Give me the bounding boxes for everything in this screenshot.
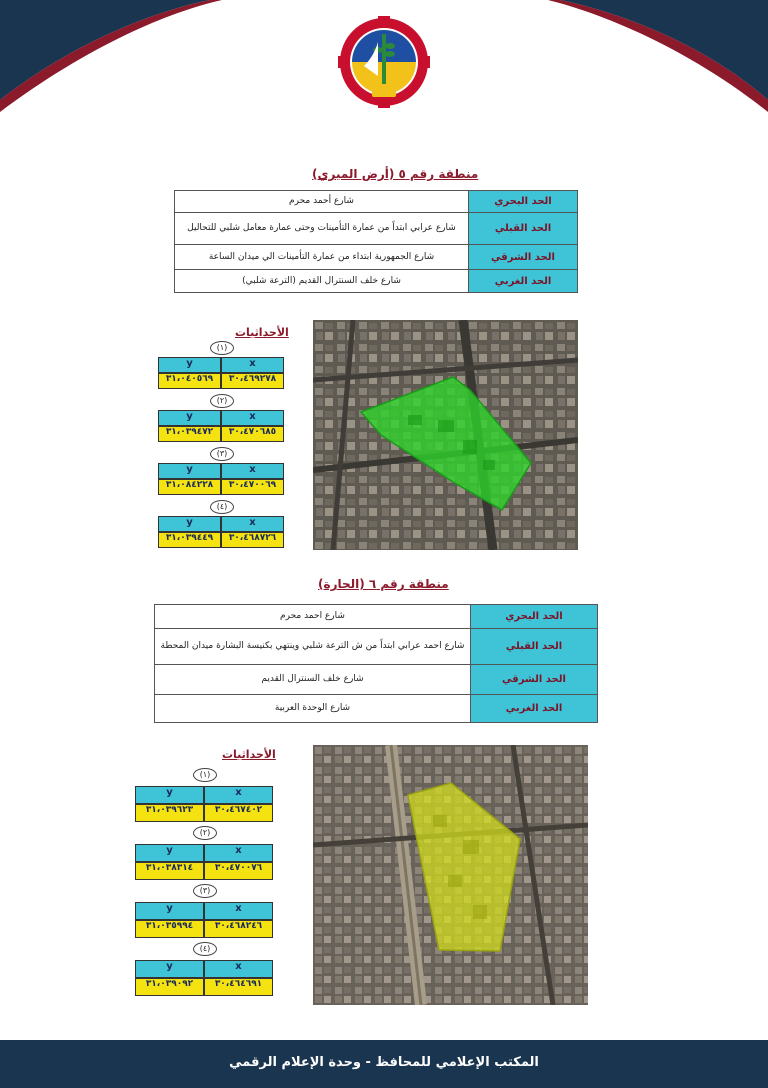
coordinate-point xyxy=(158,447,284,497)
boundary-label: الحد الغربي xyxy=(471,695,598,723)
y-value: ٣١،٠٨٤٢٢٨ xyxy=(158,479,221,495)
table-row xyxy=(175,245,578,270)
point-number: (٣) xyxy=(210,447,234,461)
footer-bar xyxy=(0,1040,768,1088)
boundary-label: الحد الشرقي xyxy=(471,665,598,695)
y-header: y xyxy=(158,357,221,373)
coordinate-header-row xyxy=(135,960,273,978)
point-number: (٤) xyxy=(193,942,217,956)
footer-text: المكتب الإعلامي للمحافظ - وحدة الإعلام الرقمي xyxy=(229,1055,539,1070)
coordinate-point xyxy=(135,768,273,824)
governorate-logo-icon xyxy=(338,16,430,108)
y-value: ٣١،٠٣٩٦٢٣ xyxy=(135,804,204,822)
coordinate-header-row xyxy=(135,844,273,862)
coordinate-point xyxy=(135,884,273,940)
y-header: y xyxy=(135,960,204,978)
y-value: ٣١،٠٣٩٤٤٩ xyxy=(158,532,221,548)
table-row xyxy=(175,270,578,293)
boundary-value: شارع أحمد محرم xyxy=(175,191,469,213)
y-value: ٣١،٠٣٩٠٩٢ xyxy=(135,978,204,996)
y-header: y xyxy=(158,516,221,532)
coordinate-header-row xyxy=(158,410,284,426)
y-header: y xyxy=(158,463,221,479)
x-header: x xyxy=(221,410,284,426)
coordinate-value-row xyxy=(135,804,273,822)
section-a-satellite-map xyxy=(313,320,578,550)
x-value: ٣٠،٤٦٨٧٢٦ xyxy=(221,532,284,548)
section-a-boundaries-table xyxy=(174,190,578,293)
x-header: x xyxy=(204,902,273,920)
boundary-value: شارع الجمهورية ابتداء من عمارة التأمينات الي ميدان الساعة xyxy=(175,245,469,270)
section-b-boundaries-table xyxy=(154,604,598,723)
coordinate-value-row xyxy=(135,920,273,938)
y-header: y xyxy=(135,902,204,920)
y-header: y xyxy=(135,844,204,862)
coordinate-point xyxy=(158,500,284,550)
coordinate-value-row xyxy=(135,862,273,880)
table-row xyxy=(175,191,578,213)
point-number: (١) xyxy=(193,768,217,782)
coordinate-header-row xyxy=(135,786,273,804)
boundary-label: الحد الشرقي xyxy=(469,245,578,270)
coordinate-value-row xyxy=(158,532,284,548)
table-row xyxy=(155,605,598,629)
section-b-coords-title: الأحداثيات xyxy=(222,748,276,761)
x-value: ٣٠،٤٦٩٢٧٨ xyxy=(221,373,284,389)
point-number: (٢) xyxy=(193,826,217,840)
point-number: (٢) xyxy=(210,394,234,408)
coordinate-header-row xyxy=(135,902,273,920)
boundary-label: الحد القبلي xyxy=(471,629,598,665)
x-header: x xyxy=(204,844,273,862)
section-b-satellite-map xyxy=(313,745,588,1005)
coordinate-header-row xyxy=(158,516,284,532)
point-number: (١) xyxy=(210,341,234,355)
table-row xyxy=(175,213,578,245)
coordinate-value-row xyxy=(158,373,284,389)
coordinate-value-row xyxy=(158,479,284,495)
table-row xyxy=(155,695,598,723)
coordinate-value-row xyxy=(158,426,284,442)
coordinate-point xyxy=(158,394,284,444)
x-value: ٣٠،٤٦٧٤٠٢ xyxy=(204,804,273,822)
y-value: ٣١،٠٣٨٣١٤ xyxy=(135,862,204,880)
point-number: (٤) xyxy=(210,500,234,514)
coordinate-point xyxy=(158,341,284,391)
y-value: ٣١،٠٣٩٤٧٢ xyxy=(158,426,221,442)
coordinate-point xyxy=(135,826,273,882)
point-number: (٣) xyxy=(193,884,217,898)
boundary-label: الحد البحري xyxy=(469,191,578,213)
boundary-label: الحد الغربي xyxy=(469,270,578,293)
y-header: y xyxy=(158,410,221,426)
x-value: ٣٠،٤٧٠٠٧٦ xyxy=(204,862,273,880)
x-value: ٣٠،٤٦٨٢٤٦ xyxy=(204,920,273,938)
x-value: ٣٠،٤٧٠٠٦٩ xyxy=(221,479,284,495)
section-b-title: منطقة رقم ٦ (الحارة) xyxy=(318,577,449,591)
boundary-value: شارع عرابي ابتداً من عمارة التأمينات وحتى عمارة معامل شلبي للتحاليل xyxy=(175,213,469,245)
x-header: x xyxy=(221,463,284,479)
x-value: ٣٠،٤٦٤٦٩١ xyxy=(204,978,273,996)
table-row xyxy=(155,665,598,695)
section-a-title: منطقة رقم ٥ (أرض الميري) xyxy=(312,167,479,181)
table-row xyxy=(155,629,598,665)
x-value: ٣٠،٤٧٠٦٨٥ xyxy=(221,426,284,442)
boundary-value: شارع خلف السنترال القديم (الترعة شلبي) xyxy=(175,270,469,293)
x-header: x xyxy=(204,786,273,804)
y-value: ٣١،٠٤٠٥٦٩ xyxy=(158,373,221,389)
boundary-value: شارع خلف السنترال القديم xyxy=(155,665,471,695)
coordinate-point xyxy=(135,942,273,998)
coordinate-value-row xyxy=(135,978,273,996)
boundary-value: شارع احمد محرم xyxy=(155,605,471,629)
x-header: x xyxy=(221,516,284,532)
x-header: x xyxy=(221,357,284,373)
y-value: ٣١،٠٣٥٩٩٤ xyxy=(135,920,204,938)
boundary-value: شارع الوحدة العربية xyxy=(155,695,471,723)
section-a-coords-title: الأحداثيات xyxy=(235,326,289,339)
boundary-label: الحد القبلي xyxy=(469,213,578,245)
boundary-label: الحد البحري xyxy=(471,605,598,629)
coordinate-header-row xyxy=(158,463,284,479)
y-header: y xyxy=(135,786,204,804)
x-header: x xyxy=(204,960,273,978)
coordinate-header-row xyxy=(158,357,284,373)
boundary-value: شارع احمد عرابي ابتداً من ش الترعة شلبي وينتهي بكنيسة البشارة ميدان المحطة xyxy=(155,629,471,665)
